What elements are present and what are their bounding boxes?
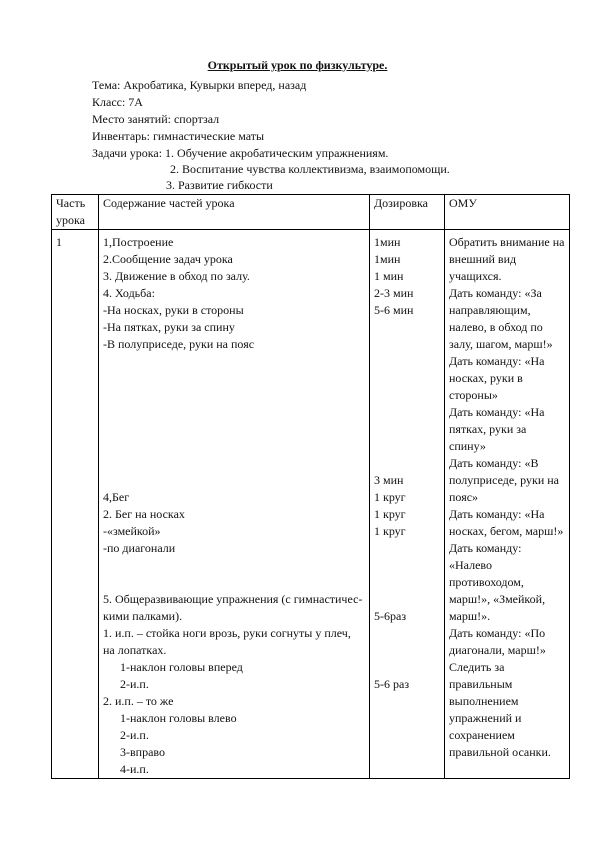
table-header-row — [52, 195, 570, 230]
lesson-task-3: 3. Развитие гибкости — [166, 178, 273, 192]
content-item: 1-наклон головы вперед — [120, 660, 243, 674]
dosage-item: 5-6 раз — [374, 677, 410, 691]
content-item: 3. Движение в обход по залу. — [103, 269, 250, 283]
omu-item: Дать команду: «За направляющим, налево, в обход по залу, шагом, марш!» — [449, 286, 553, 351]
part-number: 1 — [56, 235, 62, 249]
omu-item: Обратить внимание на внешний вид учащихся. — [449, 235, 565, 283]
dosage-item: 5-6 мин — [374, 303, 414, 317]
part-cell — [52, 230, 99, 779]
content-item: 1,Построение — [103, 235, 174, 249]
content-item: 4. Ходьба: — [103, 286, 155, 300]
content-item: 4,Бег — [103, 490, 130, 504]
dosage-item: 1 круг — [374, 490, 406, 504]
dosage-item: 1мин — [374, 252, 401, 266]
omu-item: Дать команду: «На пятках, руки за спину» — [449, 405, 545, 453]
content-cell — [99, 230, 370, 779]
lesson-plan-table — [51, 194, 570, 779]
content-item: 2. и.п. – то же — [103, 694, 174, 708]
omu-item: Дать команду: «По диагонали, марш!» — [449, 626, 546, 657]
lesson-topic: Тема: Акробатика, Кувырки вперед, назад — [92, 78, 307, 92]
content-item: -по диагонали — [103, 541, 176, 555]
omu-item: Дать команду: «На носках, бегом, марш!» — [449, 507, 564, 538]
dosage-item: 2-3 мин — [374, 286, 414, 300]
content-item: 4-и.п. — [120, 762, 149, 776]
header-omu: ОМУ — [445, 195, 570, 230]
content-item: 2-и.п. — [120, 677, 149, 691]
dosage-cell — [370, 230, 445, 779]
dosage-item: 1мин — [374, 235, 401, 249]
header-part: Часть урока — [52, 195, 99, 230]
lesson-task-1: Задачи урока: 1. Обучение акробатическим упражнениям. — [92, 146, 389, 160]
omu-item: Дать команду: «В полуприседе, руки на пояс» — [449, 456, 560, 504]
lesson-place: Место занятий: спортзал — [92, 112, 220, 126]
omu-item: Дать команду: «На носках, руки в стороны» — [449, 354, 545, 402]
content-item: 1-наклон головы влево — [120, 711, 237, 725]
lesson-task-2: 2. Воспитание чувства коллективизма, взаимопомощи. — [170, 162, 450, 176]
omu-item: Следить за правильным выполнением упражнений и сохранением правильной осанки. — [449, 660, 551, 759]
dosage-item: 1 мин — [374, 269, 404, 283]
content-item: -На носках, руки в стороны — [103, 303, 244, 317]
header-content: Содержание частей урока — [99, 195, 370, 230]
dosage-item: 1 круг — [374, 507, 406, 521]
lesson-equipment: Инвентарь: гимнастические маты — [92, 129, 265, 143]
table-row — [52, 230, 570, 779]
dosage-item: 1 круг — [374, 524, 406, 538]
content-item: -На пятках, руки за спину — [103, 320, 235, 334]
omu-cell — [445, 230, 570, 779]
content-item: 2.Сообщение задач урока — [103, 252, 233, 266]
content-item: 1. и.п. – стойка ноги врозь, руки согнуты у плеч, на лопатках. — [103, 626, 351, 657]
dosage-item: 5-6раз — [374, 609, 407, 623]
content-item: -«змейкой» — [103, 524, 161, 538]
header-dosage: Дозировка — [370, 195, 445, 230]
dosage-item: 3 мин — [374, 473, 404, 487]
lesson-class: Класс: 7А — [92, 95, 143, 109]
content-item: 2-и.п. — [120, 728, 149, 742]
content-item: -В полуприседе, руки на пояс — [103, 337, 255, 351]
content-item: 5. Общеразвивающие упражнения (с гимнастичес-кими палками). — [103, 592, 363, 623]
omu-item: Дать команду: «Налево противоходом, марш!», «Змейкой, марш!». — [449, 541, 546, 623]
document-title: Открытый урок по физкультуре. — [207, 58, 388, 72]
content-item: 2. Бег на носках — [103, 507, 185, 521]
content-item: 3-вправо — [120, 745, 165, 759]
